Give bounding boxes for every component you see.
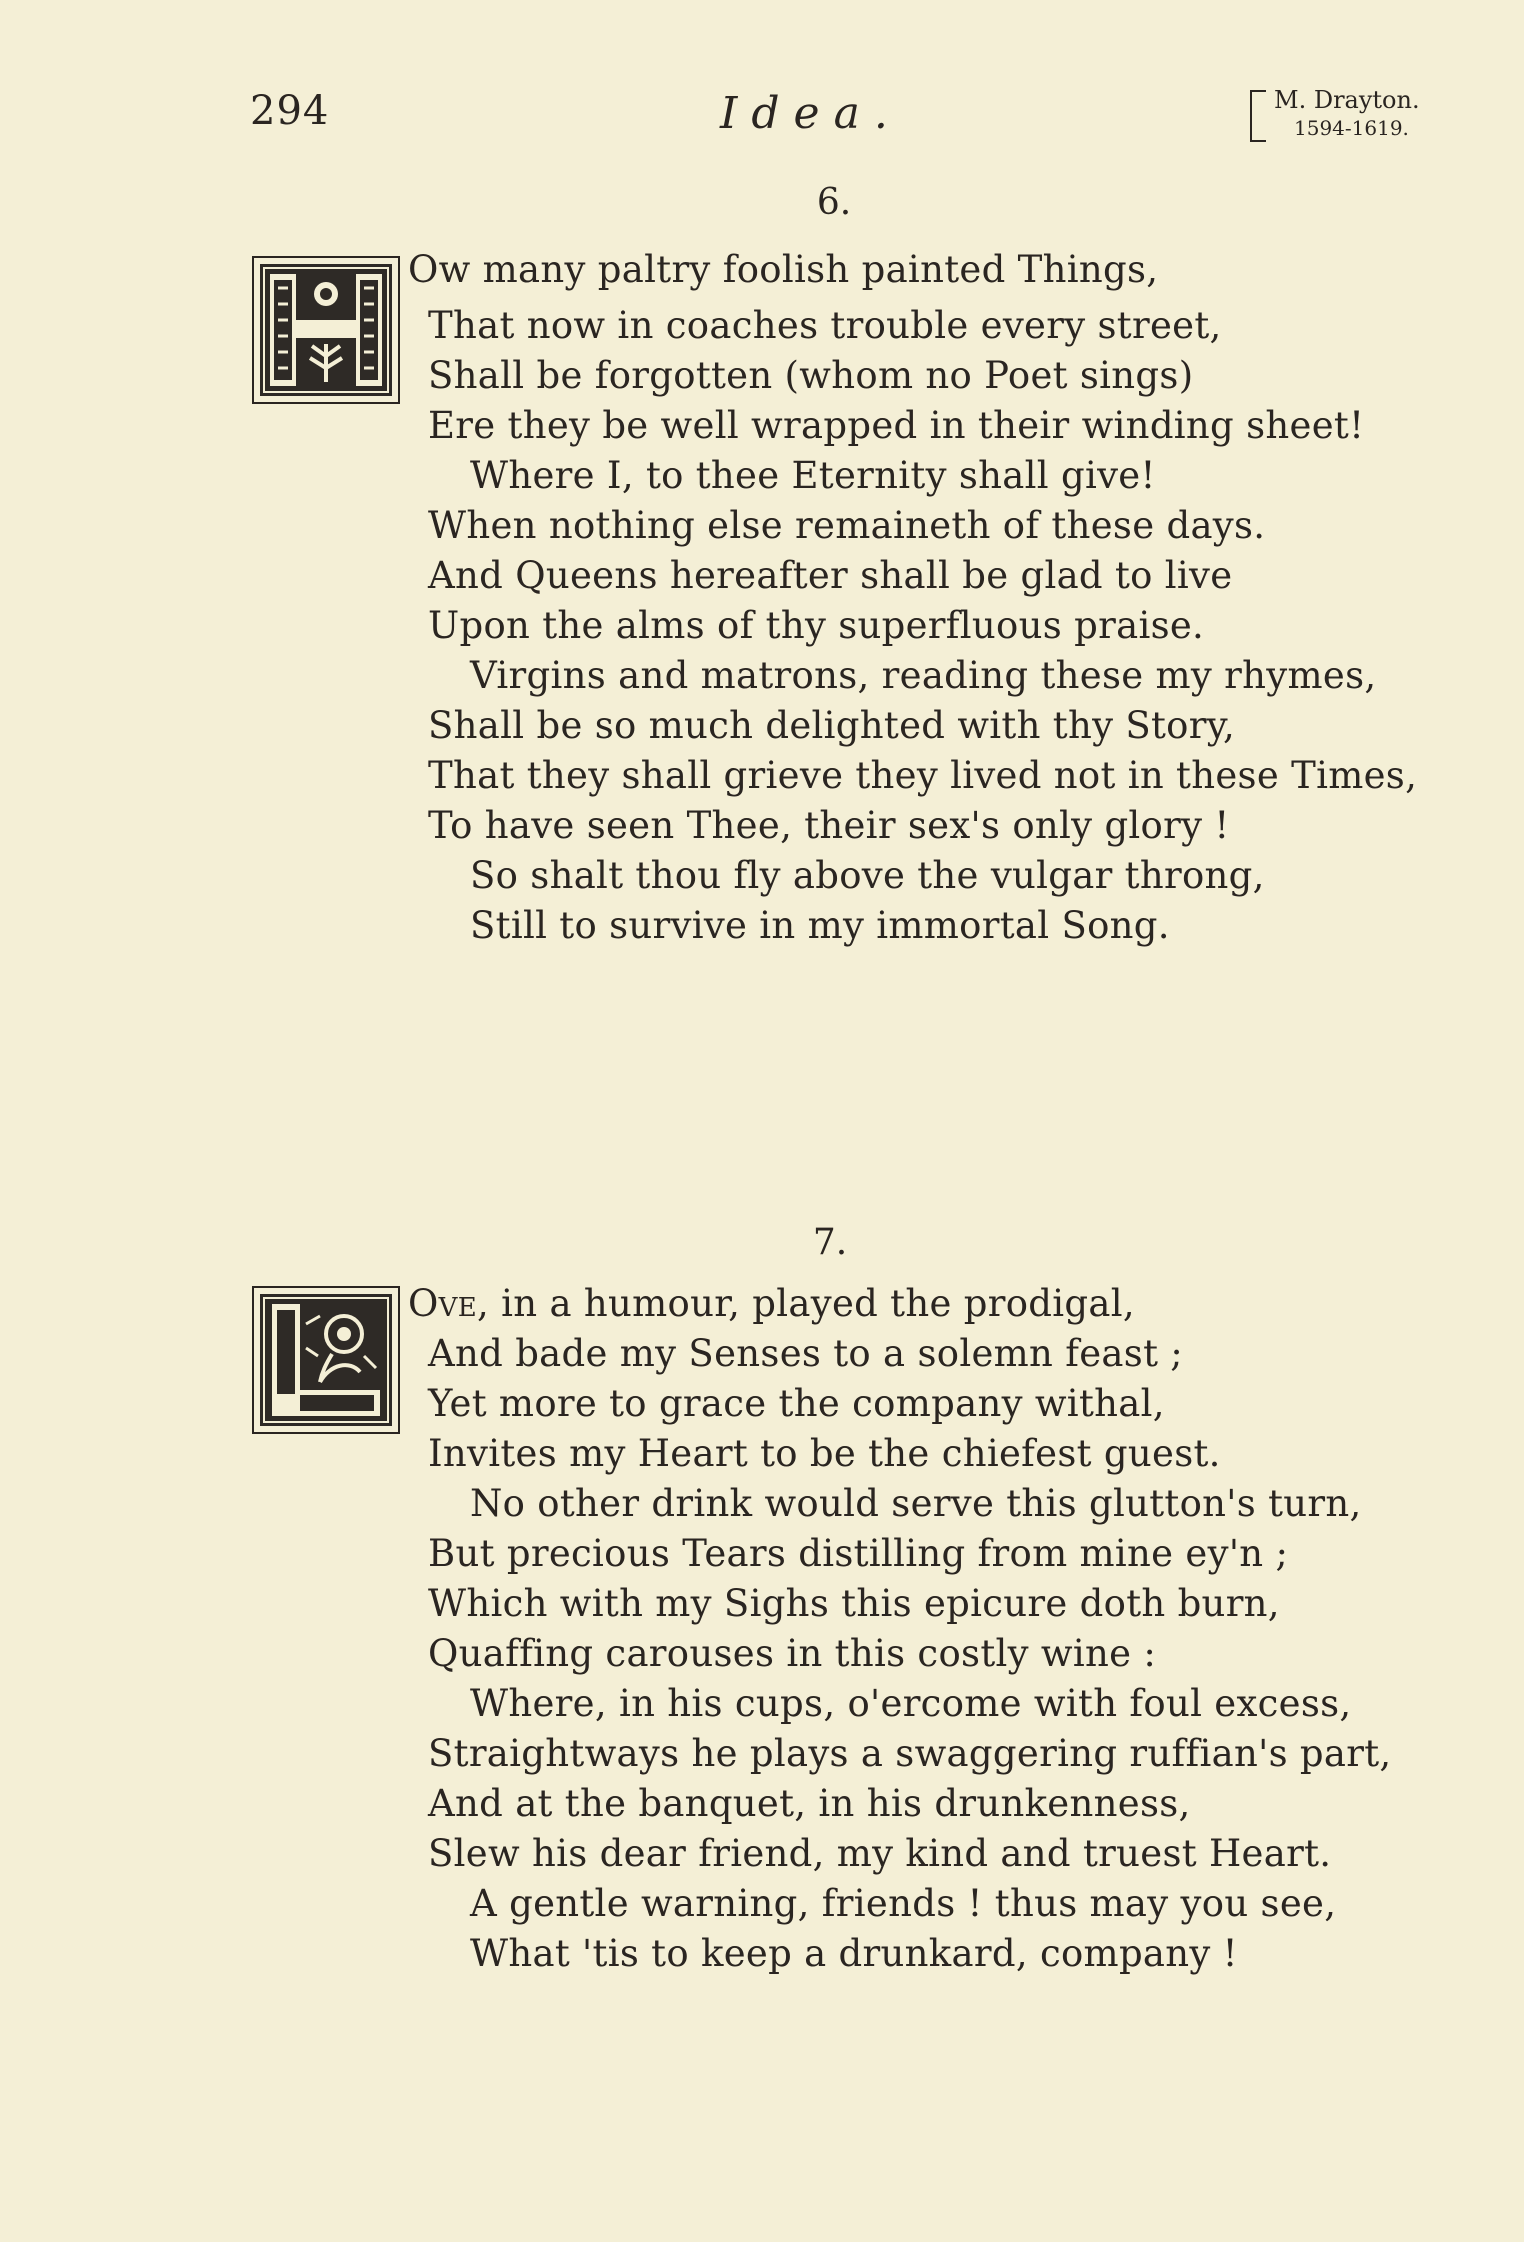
poem-line: Invites my Heart to be the chiefest guest. <box>428 1432 1221 1475</box>
poem-line: To have seen Thee, their sex's only glory ! <box>428 804 1230 847</box>
poem-line: Ow many paltry foolish painted Things, <box>408 248 1159 291</box>
poem-line: And Queens hereafter shall be glad to live <box>428 554 1233 597</box>
poem-line: Where, in his cups, o'ercome with foul excess, <box>470 1682 1352 1725</box>
ornamental-letter-l-icon <box>260 1294 392 1426</box>
poem-line: Where I, to thee Eternity shall give! <box>470 454 1156 497</box>
ornamental-letter-h-icon <box>260 264 392 396</box>
sonnet-number: 6. <box>816 182 852 223</box>
poem-line: Which with my Sighs this epicure doth burn, <box>428 1582 1280 1625</box>
poem-line: Upon the alms of thy superfluous praise. <box>428 604 1205 647</box>
running-head <box>0 88 1524 148</box>
poem-line: And at the banquet, in his drunkenness, <box>428 1782 1191 1825</box>
poem-line: Virgins and matrons, reading these my rhymes, <box>470 654 1377 697</box>
dropcap-l <box>252 1286 400 1434</box>
poem-line: But precious Tears distilling from mine ey'n ; <box>428 1532 1289 1575</box>
poem-line: Still to survive in my immortal Song. <box>470 904 1170 947</box>
first-line-text: in a humour, played the prodigal, <box>489 1282 1135 1325</box>
poem-line: Straightways he plays a swaggering ruffian's part, <box>428 1732 1392 1775</box>
poem-line: Shall be so much delighted with thy Story, <box>428 704 1236 747</box>
attribution-dates: 1594-1619. <box>1294 116 1409 140</box>
poem-line: A gentle warning, friends ! thus may you see, <box>470 1882 1337 1925</box>
poem-line: That they shall grieve they lived not in these Times, <box>428 754 1418 797</box>
attribution-author: M. Drayton. <box>1274 86 1420 114</box>
poem-line: Ere they be well wrapped in their winding sheet! <box>428 404 1365 447</box>
running-title: Idea. <box>720 88 902 139</box>
poem-line: That now in coaches trouble every street, <box>428 304 1222 347</box>
poem-line: When nothing else remaineth of these days. <box>428 504 1266 547</box>
poem-line: Slew his dear friend, my kind and truest Heart. <box>428 1832 1332 1875</box>
poem-line: What 'tis to keep a drunkard, company ! <box>470 1932 1238 1975</box>
poem-line: Shall be forgotten (whom no Poet sings) <box>428 354 1194 397</box>
poem-line-first <box>408 1282 1135 1326</box>
poem-line: And bade my Senses to a solemn feast ; <box>428 1332 1184 1375</box>
first-word: Ove, <box>408 1282 490 1325</box>
poem-line: No other drink would serve this glutton's turn, <box>470 1482 1362 1525</box>
poem-line: Quaffing carouses in this costly wine : <box>428 1632 1157 1675</box>
sonnet-number: 7. <box>812 1222 848 1263</box>
bracket-icon <box>1250 90 1266 142</box>
dropcap-h <box>252 256 400 404</box>
page-number: 294 <box>250 88 330 134</box>
author-attribution <box>1250 86 1440 146</box>
poem-line: Yet more to grace the company withal, <box>428 1382 1165 1425</box>
poem-line: So shalt thou fly above the vulgar throng, <box>470 854 1265 897</box>
